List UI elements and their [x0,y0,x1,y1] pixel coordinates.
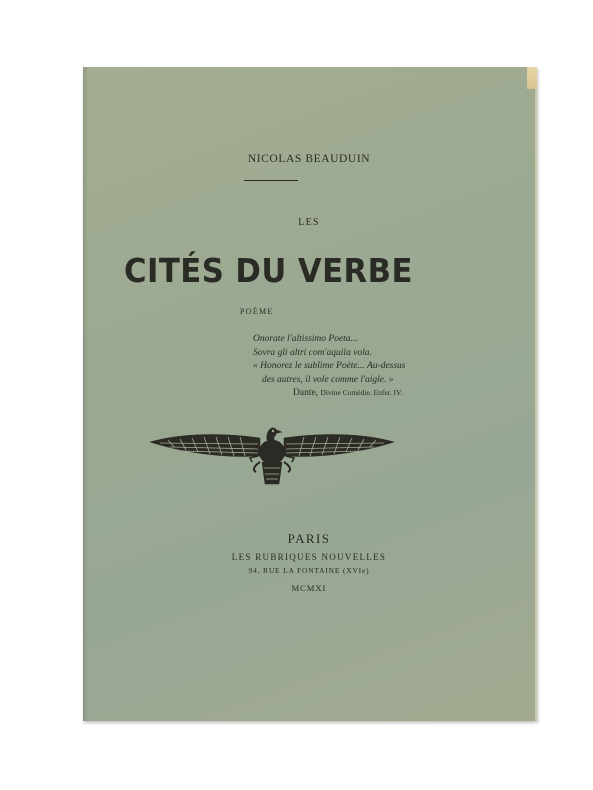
winged-eagle-emblem-icon [148,422,396,496]
publication-year: MCMXI [291,583,327,593]
epigraph-line: des autres, il vole comme l'aigle. » [262,374,394,385]
genre-label: POÈME [240,307,274,316]
book-cover [83,67,537,721]
epigraph-line: « Honorez le sublime Poète... Au-dessus [253,361,406,371]
worn-corner [527,67,537,89]
title-divider [244,180,298,181]
publisher-address: 94, RUE LA FONTAINE (XVIe) [248,566,370,575]
epigraph-attribution [293,388,402,398]
attribution-reference: Divine Comédie. Enfer. IV. [320,388,403,397]
publisher-name: LES RUBRIQUES NOUVELLES [231,552,387,562]
epigraph-line: Sovra gli altri com'aquila vola. [253,347,372,358]
author-name: NICOLAS BEAUDUIN [247,153,371,165]
epigraph [253,333,406,387]
book-title: CITÉS DU VERBE [124,251,413,290]
attribution-author: Dante, [293,388,319,398]
title-prefix: LES [298,217,320,228]
publication-place: PARIS [287,531,331,546]
epigraph-line: Onorate l'altissimo Poeta... [253,334,358,344]
